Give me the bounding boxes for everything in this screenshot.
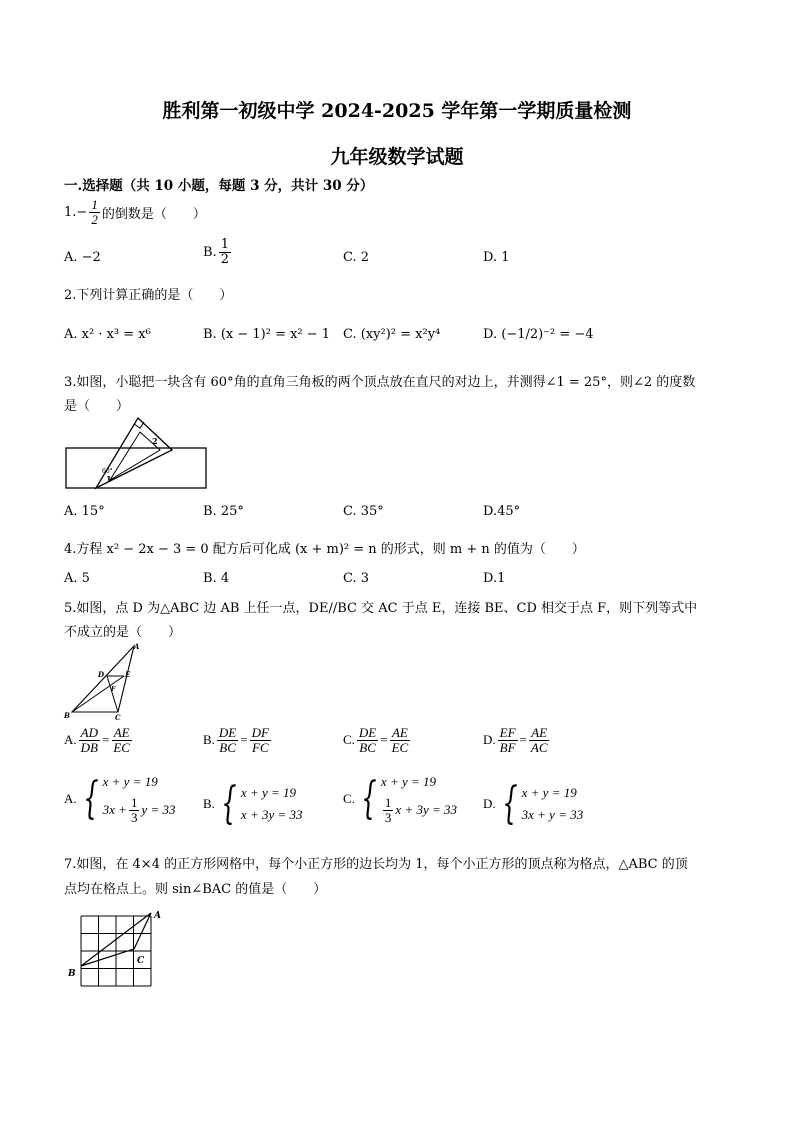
angle-60-label: 60° — [102, 468, 113, 475]
question-5-stem-line2: 不成立的是（ ） — [64, 625, 182, 640]
question-1-stem — [64, 198, 206, 226]
angle-1-label: 1 — [106, 474, 112, 484]
q5-option-d-left — [498, 726, 518, 754]
q1-frac-den: 2 — [91, 211, 98, 227]
q6d-row2: 3x + y = 33 — [521, 807, 584, 822]
q5a-ln: AD — [80, 725, 98, 740]
angle-2-label: 2 — [152, 436, 158, 446]
q1-frac-num: 1 — [91, 197, 98, 212]
q5c-ln: DE — [358, 725, 377, 740]
q5-option-a[interactable] — [64, 726, 134, 754]
q1-option-c[interactable]: C. 2 — [343, 250, 370, 265]
q3-option-b[interactable]: B. 25° — [203, 504, 244, 519]
q1-fraction — [89, 198, 100, 226]
label-f: F — [111, 686, 116, 693]
q4-option-a[interactable]: A. 5 — [64, 571, 90, 586]
q2-option-a[interactable]: A. x² · x³ = x⁶ — [64, 327, 151, 342]
q6c-row1: x + y = 19 — [380, 774, 437, 789]
q5-option-a-label: A. — [64, 732, 77, 748]
q6-option-d[interactable] — [483, 778, 584, 829]
q6b-row2: x + 3y = 33 — [240, 807, 303, 822]
q2-option-c[interactable]: C. (xy²)² = x²y⁴ — [343, 327, 441, 342]
q1-number: 1. — [64, 204, 77, 220]
q7-grid-figure — [64, 906, 174, 996]
triangle-abc — [72, 646, 134, 712]
q6-option-c[interactable] — [343, 774, 457, 824]
segment-ac — [134, 913, 151, 949]
question-3-stem-line2: 是（ ） — [64, 399, 130, 414]
q6d-row1: x + y = 19 — [521, 785, 577, 800]
q6-option-d-label: D. — [483, 796, 496, 811]
left-brace: { — [501, 778, 518, 829]
equals-sign: = — [240, 732, 248, 748]
q1-option-b-label: B. — [203, 244, 217, 260]
q5b-ld: BC — [219, 739, 236, 755]
q6c-row2-frac — [383, 796, 394, 824]
q5b-ln: DE — [218, 725, 237, 740]
q5-option-b[interactable] — [203, 726, 273, 754]
question-4-stem: 4.方程 x² − 2x − 3 = 0 配方后可化成 (x + m)² = n 的形式，则 m + n 的值为（ ） — [64, 542, 585, 557]
q6a-row2 — [103, 796, 176, 824]
q6a-row1: x + y = 19 — [102, 774, 158, 789]
q6a-row2-frac — [129, 796, 140, 824]
q5-option-b-right — [250, 726, 271, 754]
q5-option-d-right — [529, 726, 550, 754]
exam-title: 胜利第一初级中学 2024-2025 学年第一学期质量检测 — [162, 100, 632, 122]
q1-option-a[interactable]: A. −2 — [64, 250, 101, 265]
label-c: C — [137, 956, 145, 966]
q5-option-d-label: D. — [483, 732, 496, 748]
q5-option-c-right — [390, 726, 411, 754]
q6a-row2-post: y = 33 — [141, 802, 176, 818]
q6a-den: 3 — [130, 809, 138, 825]
q6-option-a[interactable] — [64, 774, 175, 824]
q6c-den: 3 — [384, 809, 392, 825]
label-e: E — [125, 670, 131, 679]
q1-suffix: 的倒数是（ ） — [101, 206, 206, 222]
question-5-stem-line1: 5.如图，点 D 为△ABC 边 AB 上任一点，DE//BC 交 AC 于点 E，连接 BE、CD 相交于点 F，则下列等式中 — [64, 601, 698, 616]
q6-option-b-system — [215, 778, 303, 829]
grid-4x4 — [81, 916, 151, 986]
q5-option-b-label: B. — [203, 732, 215, 748]
q5c-ld: BC — [359, 739, 376, 755]
q6b-row1: x + y = 19 — [240, 785, 297, 800]
q4-option-d[interactable]: D.1 — [483, 571, 506, 586]
q4-option-c[interactable]: C. 3 — [343, 571, 370, 586]
left-brace: { — [221, 778, 237, 829]
q6c-row2 — [381, 796, 457, 824]
segment-bc — [81, 949, 134, 966]
q6-option-b-label: B. — [203, 796, 215, 811]
q6-option-a-system — [77, 774, 176, 824]
q5-option-c[interactable] — [343, 726, 412, 754]
question-2-stem: 2.下列计算正确的是（ ） — [64, 288, 233, 303]
question-7-stem-line2: 点均在格点上。则 sin∠BAC 的值是（ ） — [64, 882, 327, 897]
q5-option-a-right — [111, 726, 132, 754]
q5b-rn: DF — [251, 725, 269, 740]
q5d-ld: BF — [499, 739, 516, 755]
q5-option-c-label: C. — [343, 732, 355, 748]
q6-option-c-label: C. — [343, 791, 355, 807]
q3-ruler-triangle-figure — [60, 410, 220, 495]
label-c: C — [115, 713, 121, 722]
q5-option-b-left — [217, 726, 238, 754]
q2-option-b[interactable]: B. (x − 1)² = x² − 1 — [203, 327, 331, 342]
equals-sign: = — [380, 732, 388, 748]
q6-option-b[interactable] — [203, 778, 303, 829]
label-b: B — [68, 969, 76, 979]
q5-triangle-figure — [62, 640, 142, 725]
label-d: D — [98, 670, 105, 679]
q1-option-d[interactable]: D. 1 — [483, 250, 510, 265]
q6-option-d-system — [496, 778, 584, 829]
q5c-rn: AE — [391, 725, 408, 740]
q5b-rd: FC — [251, 739, 269, 755]
q5a-rn: AE — [113, 725, 130, 740]
equals-sign: = — [519, 732, 527, 748]
q6a-num: 1 — [130, 795, 138, 810]
q6c-row2-post: x + 3y = 33 — [395, 802, 458, 818]
left-brace: { — [82, 773, 99, 825]
q1-option-b-den: 2 — [220, 251, 229, 267]
q1-minus: − — [76, 204, 88, 220]
q5d-rd: AC — [530, 739, 548, 755]
q5-option-d[interactable] — [483, 726, 552, 754]
question-7-stem-line1: 7.如图，在 4×4 的正方形网格中，每个小正方形的边长均为 1，每个小正方形的顶点称为格点，△ABC 的顶 — [64, 857, 688, 872]
q6c-num: 1 — [384, 795, 392, 810]
q5-option-a-left — [79, 726, 100, 754]
q1-option-b[interactable] — [203, 238, 233, 266]
q2-option-d[interactable]: D. (−1/2)⁻² = −4 — [483, 327, 594, 342]
q3-option-a[interactable]: A. 15° — [64, 504, 105, 519]
q4-option-b[interactable]: B. 4 — [203, 571, 230, 586]
q5c-rd: EC — [391, 739, 409, 755]
q5-option-c-left — [357, 726, 378, 754]
q3-option-c[interactable]: C. 35° — [343, 504, 384, 519]
q6-option-a-label: A. — [64, 791, 77, 807]
q5d-ln: EF — [499, 725, 516, 740]
exam-subtitle: 九年级数学试题 — [330, 146, 464, 168]
label-a: A — [154, 911, 161, 921]
q6a-row2-pre: 3x + — [102, 802, 127, 818]
left-brace: { — [361, 773, 377, 825]
q5a-rd: EC — [113, 739, 130, 755]
q5a-ld: DB — [80, 739, 98, 755]
question-3-stem-line1: 3.如图，小聪把一块含有 60°角的直角三角板的两个顶点放在直尺的对边上，并测得∠1 = 25°，则∠2 的度数 — [64, 375, 696, 390]
q1-option-b-num: 1 — [220, 237, 229, 252]
q6-option-c-system — [355, 774, 457, 824]
equals-sign: = — [101, 732, 110, 748]
label-b: B — [64, 711, 70, 720]
label-a: A — [134, 642, 140, 651]
q5d-rn: AE — [531, 725, 548, 740]
q1-option-b-fraction — [219, 238, 231, 266]
section-heading: 一.选择题（共 10 小题，每题 3 分，共计 30 分） — [64, 178, 374, 194]
q3-option-d[interactable]: D.45° — [483, 504, 521, 519]
